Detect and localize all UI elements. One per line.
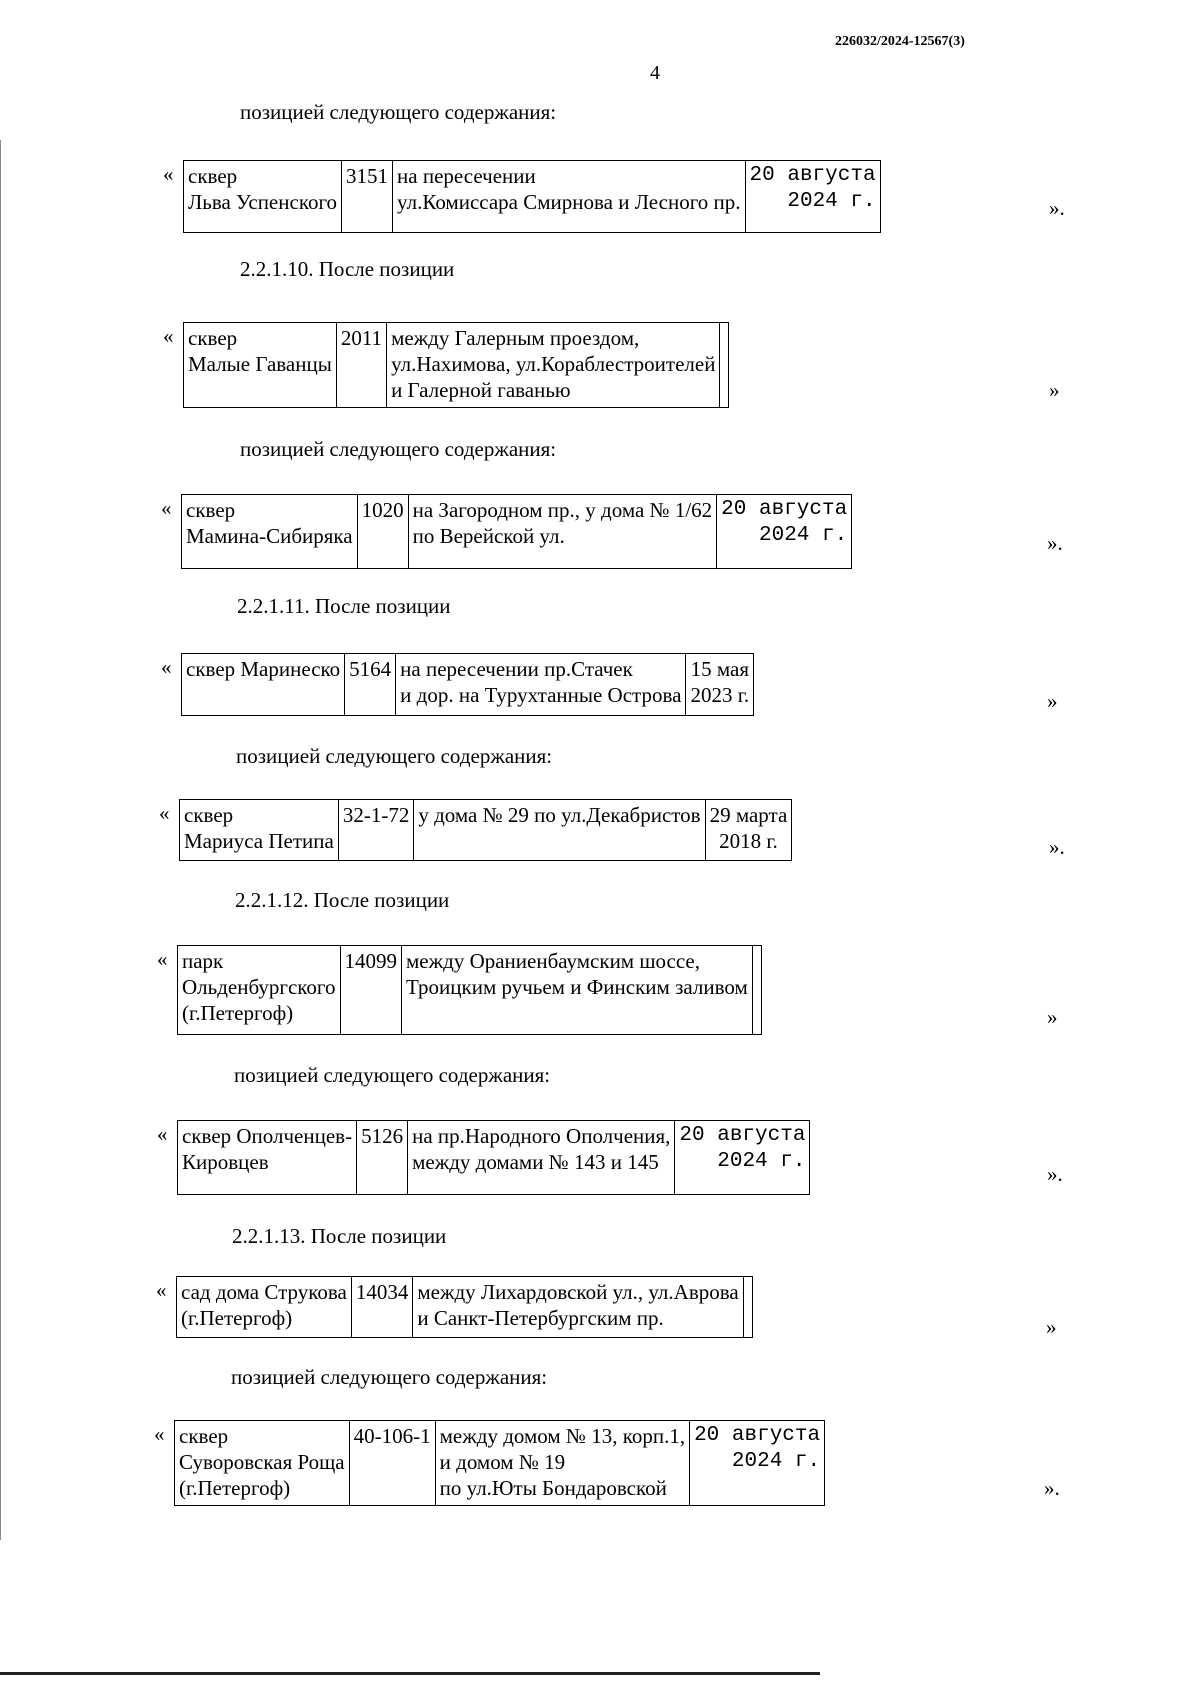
- date-cell: [717, 495, 852, 569]
- date-cell: [675, 1121, 810, 1195]
- object-name-line: (г.Петергоф): [182, 1001, 294, 1025]
- table-row: [182, 654, 754, 716]
- location-cell: [408, 1121, 675, 1195]
- object-name-line: Мамина-Сибиряка: [186, 524, 353, 548]
- scan-edge: [0, 140, 1, 1540]
- object-name-cell: [184, 323, 337, 408]
- object-name-line: Ольденбургского: [182, 975, 336, 999]
- date-cell: [745, 161, 880, 233]
- location-cell: [414, 800, 705, 861]
- section-text: позицией следующего содержания:: [240, 437, 557, 461]
- close-quote: »: [1047, 1005, 1058, 1029]
- object-code-cell: 1020: [357, 495, 408, 569]
- object-name-line: (г.Петергоф): [179, 1476, 291, 1500]
- object-code-cell: 14034: [351, 1277, 413, 1338]
- section-text: 2.2.1.11. После позиции: [237, 594, 451, 618]
- object-name-cell: [182, 495, 358, 569]
- object-name-cell: [175, 1421, 350, 1506]
- section-text: позицией следующего содержания:: [240, 100, 557, 124]
- location-cell: [435, 1421, 689, 1506]
- object-name-line: сквер: [188, 326, 238, 350]
- open-quote: «: [163, 162, 174, 186]
- location-cell: [408, 495, 717, 569]
- open-quote: «: [157, 947, 168, 971]
- object-code-cell: 3151: [342, 161, 393, 233]
- object-code-cell: 2011: [336, 323, 386, 408]
- date-line: 2024 г.: [787, 190, 876, 213]
- location-line: на пр.Народного Ополчения,: [412, 1124, 671, 1148]
- object-name-line: парк: [182, 949, 224, 973]
- object-name-line: сквер Маринеско: [186, 657, 341, 681]
- close-quote: »: [1046, 1315, 1057, 1339]
- object-name-cell: [178, 1121, 357, 1195]
- location-cell: [413, 1277, 743, 1338]
- open-quote: «: [163, 324, 174, 348]
- entry-table: [179, 799, 792, 861]
- close-quote: »: [1049, 378, 1060, 402]
- object-name-cell: [178, 946, 341, 1035]
- entry-table: [174, 1420, 825, 1506]
- date-line: 2018 г.: [719, 829, 778, 853]
- date-cell: [705, 800, 792, 861]
- object-code-cell: 40-106-1: [349, 1421, 435, 1506]
- location-line: между домом № 13, корп.1,: [439, 1424, 686, 1448]
- table-row: [184, 161, 881, 233]
- table-row: [177, 1277, 753, 1338]
- object-name-line: Кировцев: [182, 1150, 269, 1174]
- table-row: [178, 1121, 810, 1195]
- location-line: на пересечении пр.Стачек: [400, 657, 633, 681]
- object-name-line: сквер: [179, 1424, 229, 1448]
- section-text: 2.2.1.13. После позиции: [232, 1224, 447, 1248]
- location-line: и дор. на Турухтанные Острова: [400, 683, 682, 707]
- object-name-line: Суворовская Роща: [179, 1450, 345, 1474]
- date-line: 2024 г.: [717, 1150, 806, 1173]
- entry-table: [181, 494, 852, 569]
- open-quote: «: [161, 496, 172, 520]
- close-quote: ».: [1044, 1476, 1060, 1500]
- object-name-cell: [182, 654, 345, 716]
- date-line: 2023 г.: [690, 683, 750, 707]
- page-number: 4: [650, 62, 660, 84]
- location-line: между Галерным проездом,: [391, 326, 640, 350]
- close-quote: ».: [1049, 196, 1065, 220]
- location-line: по Верейской ул.: [412, 524, 565, 548]
- location-line: между домами № 143 и 145: [412, 1150, 659, 1174]
- date-cell: [752, 946, 761, 1035]
- object-name-line: сад дома Струкова: [181, 1280, 347, 1304]
- location-line: между Лихардовской ул., ул.Аврова: [417, 1280, 739, 1304]
- entry-table: [183, 160, 881, 233]
- location-cell: [387, 323, 720, 408]
- section-text: 2.2.1.12. После позиции: [235, 888, 450, 912]
- footer-rule: [0, 1672, 820, 1675]
- open-quote: «: [159, 801, 170, 825]
- date-line: 20 августа: [694, 1424, 821, 1447]
- object-code-cell: 14099: [340, 946, 402, 1035]
- document-id: 226032/2024-12567(3): [835, 34, 965, 49]
- table-row: [184, 323, 729, 408]
- location-line: между Ораниенбаумским шоссе,: [406, 949, 701, 973]
- date-cell: [743, 1277, 752, 1338]
- object-name-line: Мариуса Петипа: [184, 829, 334, 853]
- table-row: [175, 1421, 825, 1506]
- table-row: [180, 800, 792, 861]
- location-line: у дома № 29 по ул.Декабристов: [418, 803, 701, 827]
- section-text: 2.2.1.10. После позиции: [240, 257, 455, 281]
- close-quote: ».: [1047, 1162, 1063, 1186]
- object-name-line: Льва Успенского: [188, 190, 338, 214]
- close-quote: »: [1047, 689, 1058, 713]
- object-name-line: сквер Ополченцев-: [182, 1124, 353, 1148]
- table-row: [182, 495, 852, 569]
- section-text: позицией следующего содержания:: [231, 1365, 548, 1389]
- date-line: 2024 г.: [731, 1450, 821, 1473]
- entry-table: [176, 1276, 753, 1338]
- date-line: 20 августа: [679, 1124, 806, 1147]
- date-cell: [720, 323, 729, 408]
- object-name-line: (г.Петергоф): [181, 1306, 293, 1330]
- location-line: на Загородном пр., у дома № 1/62: [412, 498, 713, 522]
- object-name-line: сквер: [184, 803, 234, 827]
- date-cell: [686, 654, 754, 716]
- entry-table: [183, 322, 729, 408]
- close-quote: ».: [1047, 531, 1063, 555]
- table-row: [178, 946, 762, 1035]
- entry-table: [181, 653, 754, 716]
- open-quote: «: [154, 1422, 165, 1446]
- object-name-cell: [177, 1277, 352, 1338]
- location-line: ул.Комиссара Смирнова и Лесного пр.: [397, 190, 741, 214]
- location-cell: [393, 161, 746, 233]
- location-line: по ул.Юты Бондаровской: [439, 1476, 667, 1500]
- location-line: ул.Нахимова, ул.Кораблестроителей: [391, 352, 716, 376]
- section-text: позицией следующего содержания:: [236, 744, 553, 768]
- location-cell: [402, 946, 753, 1035]
- object-code-cell: 5126: [357, 1121, 408, 1195]
- object-name-line: сквер: [188, 164, 238, 188]
- location-line: и Галерной гаванью: [391, 378, 571, 402]
- date-line: 20 августа: [721, 498, 848, 521]
- date-line: 2024 г.: [758, 524, 848, 547]
- close-quote: ».: [1049, 835, 1065, 859]
- location-line: и Санкт-Петербургским пр.: [417, 1306, 664, 1330]
- object-name-cell: [180, 800, 339, 861]
- section-text: позицией следующего содержания:: [234, 1063, 551, 1087]
- date-line: 20 августа: [749, 164, 876, 187]
- object-code-cell: 32-1-72: [338, 800, 414, 861]
- location-line: Троицким ручьем и Финским заливом: [406, 975, 748, 999]
- entry-table: [177, 945, 762, 1035]
- object-code-cell: 5164: [345, 654, 396, 716]
- date-cell: [690, 1421, 825, 1506]
- object-name-line: сквер: [186, 498, 236, 522]
- object-name-cell: [184, 161, 342, 233]
- open-quote: «: [157, 1122, 168, 1146]
- open-quote: «: [156, 1278, 167, 1302]
- object-name-line: Малые Гаванцы: [188, 352, 332, 376]
- location-line: на пересечении: [397, 164, 536, 188]
- date-line: 29 марта: [709, 803, 788, 827]
- open-quote: «: [161, 655, 172, 679]
- location-cell: [396, 654, 686, 716]
- location-line: и домом № 19: [439, 1450, 566, 1474]
- entry-table: [177, 1120, 810, 1195]
- date-line: 15 мая: [690, 657, 749, 681]
